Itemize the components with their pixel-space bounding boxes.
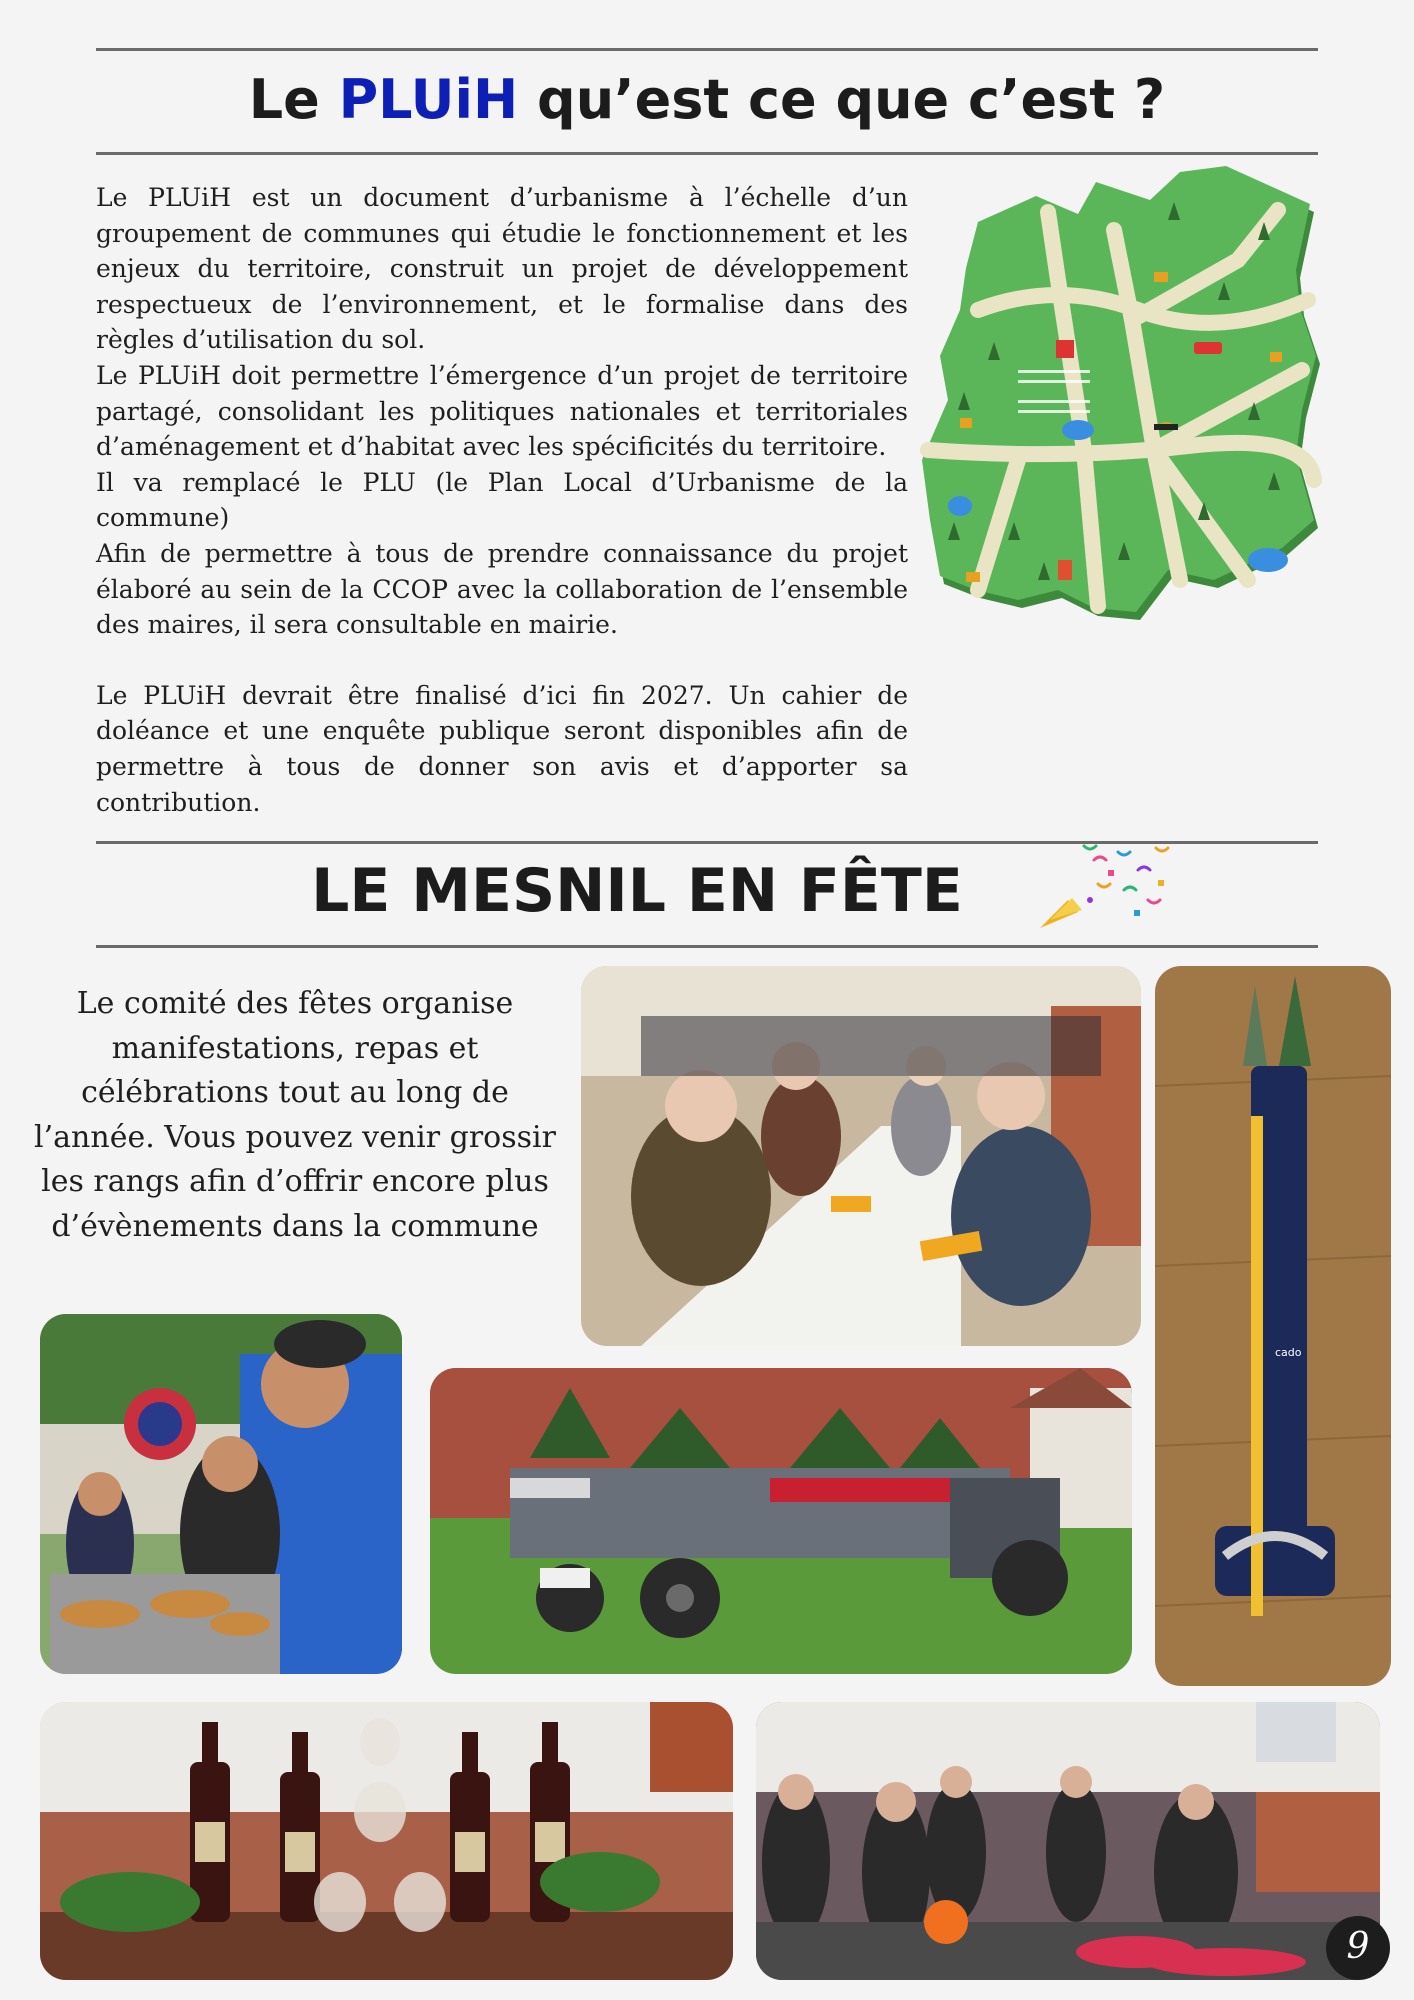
party-popper-icon — [1038, 840, 1174, 932]
top-rule — [96, 48, 1318, 51]
pluih-paragraph-2: Le PLUiH doit permettre l’émergence d’un projet de territoire partagé, consolidant les politiques nationales et territoriales d’aménagement et d’habitat avec les spécificités du territoire. — [96, 360, 908, 462]
pluih-paragraph-3: Il va remplacé le PLU (le Plan Local d’Urbanisme de la commune) — [96, 467, 908, 533]
gift-card-label: cado — [1275, 1346, 1302, 1359]
pluih-body — [96, 180, 908, 820]
photo-buffet — [40, 1314, 402, 1674]
committee-text: Le comité des fêtes organise manifestations, repas et célébrations tout au long de l’année. Vous pouvez venir grossir les rangs afin d’offrir encore plus d’évènements dans la commune — [34, 986, 556, 1244]
photo-gift-cards — [1155, 966, 1391, 1686]
photo-banquet — [581, 966, 1141, 1346]
page-number-badge: 9 — [1326, 1916, 1390, 1980]
territory-map-illustration — [918, 160, 1328, 620]
fete-title-underline — [96, 945, 1318, 948]
pluih-title-accent: PLUiH — [338, 68, 519, 131]
pluih-title: Le PLUiH qu’est ce que c’est ? — [248, 68, 1166, 131]
pluih-title-underline — [96, 152, 1318, 155]
pluih-paragraph-1: Le PLUiH est un document d’urbanisme à l’échelle d’un groupement de communes qui étudie le fonctionnement et les enjeux du territoire, construit un projet de développement respectueux de l’environnement, et le formalise dans des règles d’utilisation du sol. — [96, 183, 908, 355]
photo-halloween-party — [756, 1702, 1380, 1980]
photo-wine-bottles — [40, 1702, 733, 1980]
pluih-paragraph-closing: Le PLUiH devrait être finalisé d’ici fin 2027. Un cahier de doléance et une enquête publique seront disponibles afin de permettre à tous de donner son avis et d’apporter sa contribution. — [96, 680, 908, 817]
photo-tractor-trailer — [430, 1368, 1132, 1674]
fete-title: LE MESNIL EN FÊTE — [311, 856, 963, 926]
pluih-paragraph-4: Afin de permettre à tous de prendre connaissance du projet élaboré au sein de la CCOP avec la collaboration de l’ensemble des maires, il sera consultable en mairie. — [96, 538, 908, 640]
